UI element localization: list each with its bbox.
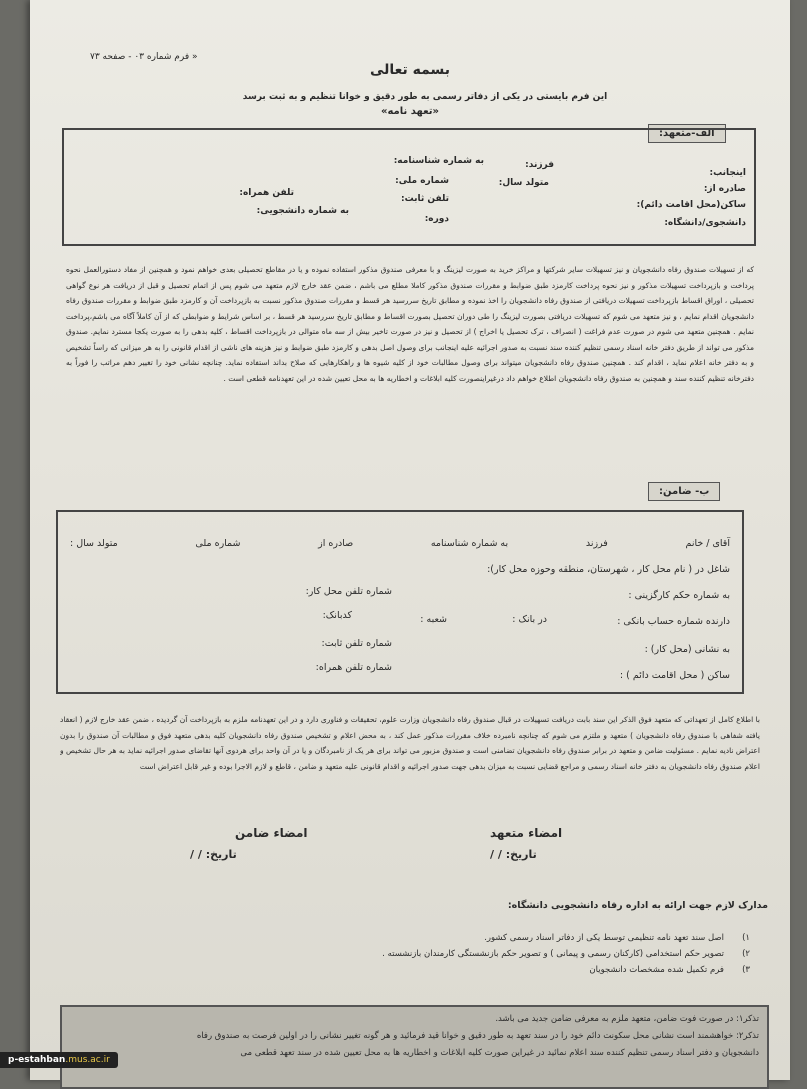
guarantor-branch: شعبه : (420, 614, 447, 625)
docs-item: ۱)اصل سند تعهد نامه تنظیمی توسط یکی از دفاتر اسناد رسمی کشور. (484, 933, 750, 943)
field-period: دوره: (424, 214, 449, 224)
field-student-uni: دانشجوی/دانشگاه: (664, 218, 746, 228)
docs-list (310, 930, 750, 978)
guarantor-residence: ساکن ( محل اقامت دائم ) : (619, 670, 730, 681)
guarantor-name: آقای / خانم (685, 538, 730, 549)
form-number: « فرم شماره ۰۳ - صفحه ۷۳ (90, 52, 198, 62)
site-watermark: p-estahban.mus.ac.ir (0, 1052, 118, 1068)
guarantor-id-no: به شماره شناسنامه (430, 538, 509, 549)
field-resident: ساکن(محل اقامت دائم): (636, 200, 746, 210)
guarantor-work-address: به نشانی (محل کار) : (644, 644, 730, 655)
guarantor-signature-label: امضاء ضامن (235, 826, 308, 840)
field-id-no: به شماره شناسنامه: (393, 156, 484, 166)
section-b-box (56, 510, 744, 694)
field-issued: صادره از: (703, 184, 746, 194)
guarantor-mobile: شماره تلفن همراه: (315, 662, 392, 673)
pledge-title: «تعهد نامه» (381, 106, 439, 117)
section-a-label: الف-متعهد: (648, 124, 726, 143)
pledger-date: تاریخ: / / (490, 848, 537, 861)
note-3: دانشجویان و دفتر اسناد رسمی تنظیم کننده سند اعلام نمائید در غیراین صورت کلیه ابلاغات و اخطاریه ها به محل تعیین شده در سند تعهد قطعی می (240, 1048, 759, 1058)
guarantor-landline: شماره تلفن ثابت: (321, 638, 392, 649)
guarantor-child-of: فرزند (585, 538, 608, 549)
guarantor-account: دارنده شماره حساب بانکی : (617, 616, 730, 627)
section-a-paragraph: که از تسهیلات صندوق رفاه دانشجویان و نیز تسهیلات سایر شرکتها و مراکز خرید به صورت لیزینگ و با معرفی صندوق مذکور استفاده نموده و یا در مقاطع تحصیلی بعدی خواهم نمود و همچنین از مفاد دستورالعمل نحوه پرداخت و بازپرداخت تسهیلات مذکور و نیز نحوه پرداخت کارمزد طبق ضوابط و مقررات صندوق مذکور کاملا مطلع می باشم ، ضمن عقد خارج لازم متعهد می شوم پس از اتمام تحصیل و قبل از دریافت هر نوع گواهی تحصیلی ، اوراق اقساط بازپرداخت تسهیلات دریافتی از صندوق رفاه دانشجویان را اخذ نموده و مطابق تاریخ سررسید هر قسط و مقررات صندوق مذکور نسبت به بازپرداخت آن و کارمزد طبق ضوابط و مقررات صندوق رفاه دانشجویان اقدام نمایم ، و نیز متعهد می شوم که تسهیلات دریافتی بصورت لیزینگ را طی دوران تحصیل بصورت اقساط و مطابق تاریخ سررسید هر قسط ، بر اساس شرایط و ضوابطی که از آن کاملاً آگاه می باشم،پرداخت نمایم . همچنین متعهد می شوم در صورت عدم فراغت ( انصراف ، ترک تحصیل یا اخراج ) از تحصیل و نیز در صورت تاخیر بیش از سه ماه متوالی در بازپرداخت اقساط ، کلیه بدهی را به صورت یکجا مسترد نمایم. صندوق مذکور می تواند از طریق دفتر خانه اسناد رسمی تنظیم کننده سند نسبت به صدور اجرائیه علیه اینجانب برای وصول اصل بدهی و کارمزد طبق ضوابط و نیز هزینه های ناشی از اقدام قانونی را به هر میزانی که راساً تشخیص و به دفتر خانه اعلام نماید ، اقدام کند . همچنین صندوق رفاه دانشجویان میتواند برای وصول مطالبات خود از کلیه شیوه ها و راهکارهایی که صلاح بداند استفاده نماید. چنانچه نشانی خود را تغییر دهم مراتب را فوراً به دفترخانه تنظیم کننده سند و همچنین به صندوق رفاه دانشجویان اطلاع خواهم داد درغیراینصورت کلیه ابلاغات و اخطاریه ها به محل تعیین شده در این تعهدنامه قطعی است . (66, 265, 754, 383)
field-born: متولد سال: (498, 178, 549, 188)
notes-box (60, 1005, 769, 1089)
field-landline: تلفن ثابت: (400, 194, 449, 204)
section-a-box (62, 128, 756, 246)
guarantor-row-1 (70, 538, 730, 549)
note-1: تذکر۱: در صورت فوت ضامن، متعهد ملزم به معرفی ضامن جدید می باشد. (495, 1014, 759, 1024)
section-b-paragraph: با اطلاع کامل از تعهداتی که متعهد فوق الذکر این سند بابت دریافت تسهیلات در قبال صندوق رفاه دانشجویان وزارت علوم، تحقیقات و فناوری دارد و در این تعهدنامه ملزم به بازپرداخت آن گردیده ، ضمن عقد خارج لازم ( انعقاد یافته شفاهی با صندوق رفاه دانشجویان ) متعهد و ملتزم می شوم که چنانچه نامبرده خلاف مقررات مذکور عمل کند ، به محض اعلام و تشخیص صندوق رفاه دانشجویان کلیه بدهی متعهد فوق و مطالبات آن صندوق را بدون اعتراض نادیه نمایم . مسئولیت ضامن و متعهد در برابر صندوق رفاه دانشجویان تضامنی است و صندوق مزبور می تواند برای هر یک از نامبردگان و یا در آن واحد برای هردوی آنها تقاضای صدور اجرائیه نماید به هر حال تشخیص و اعلام صندوق رفاه دانشجویان به دفتر خانه اسناد رسمی و مراجع قضایی نسبت به میزان بدهی جهت صدور اجرائیه و اقدام قانونی علیه متعهد و ضامن ، قاطع و لازم الاجرا بوده و غیر قابل اعتراض است (60, 715, 760, 771)
field-national-id: شماره ملی: (395, 176, 449, 186)
guarantor-workplace: شاغل در ( نام محل کار ، شهرستان، منطقه وحوزه محل کار): (487, 564, 730, 575)
field-this-one: اینجانب: (709, 168, 746, 178)
guarantor-date: تاریخ: / / (190, 848, 237, 861)
guarantor-order-no: به شماره حکم کارگزینی : (628, 590, 730, 601)
docs-title: مدارک لازم جهت ارائه به اداره رفاه دانشجویی دانشگاه: (507, 900, 768, 911)
pledger-signature-label: امضاء متعهد (490, 826, 563, 840)
section-b-label: ب- ضامن: (648, 482, 720, 501)
guarantor-national-id: شماره ملی (195, 538, 241, 549)
instruction-text: این فرم بایستی در یکی از دفاتر رسمی به طور دقیق و خوانا تنظیم و به ثبت برسد (242, 92, 608, 102)
field-mobile: تلفن همراه: (239, 188, 294, 198)
docs-item: ۲)تصویر حکم استخدامی (کارکنان رسمی و پیمانی ) و تصویر حکم بازنشستگی کارمندان بازنشسته . (382, 949, 750, 959)
form-sheet (30, 0, 790, 1080)
field-child-of: فرزند: (525, 160, 554, 170)
guarantor-bank: در بانک : (512, 614, 547, 625)
docs-item: ۳)فرم تکمیل شده مشخصات دانشجویان (589, 965, 750, 975)
guarantor-born: متولد سال : (70, 538, 118, 549)
field-student-no: به شماره دانشجویی: (256, 206, 349, 216)
guarantor-work-phone: شماره تلفن محل کار: (305, 586, 392, 597)
guarantor-bank-code: کدبانک: (322, 610, 352, 621)
guarantor-issued: صادره از (318, 538, 354, 549)
page-title: بسمه تعالی (369, 62, 451, 78)
note-2: تذکر۲: خواهشمند است نشانی محل سکونت دائم خود را در سند تعهد به طور دقیق و خوانا قید فرمائید و هر گونه تغییر نشانی را در اولین فرصت به صندوق رفاه (196, 1031, 759, 1041)
